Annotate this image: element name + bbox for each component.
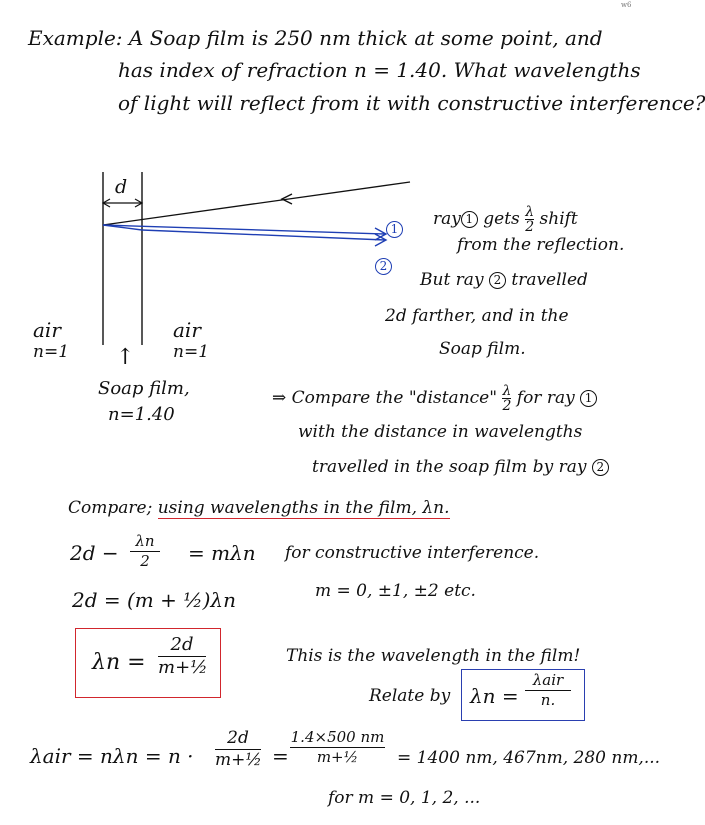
eq2: 2d = (m + ½)λn	[72, 588, 236, 612]
compare-note-line3: travelled in the soap film by ray 2	[312, 459, 609, 476]
film-note: This is the wavelength in the film!	[286, 646, 581, 666]
boxed-lhs: λn =	[92, 650, 146, 675]
compare-note-line1: ⇒ Compare the "distance" $\frac{\lambda}{2}$ for ray 1	[272, 384, 597, 413]
air-left-index: n=1	[33, 342, 70, 362]
ray-2-circled: 2	[489, 272, 506, 289]
final-fraction-1: 2d m+½	[215, 728, 262, 770]
compare-line: Compare; using wavelengths in the film, λn.	[68, 498, 450, 518]
film-index: n=1.40	[108, 404, 175, 425]
reflected-ray-2	[142, 230, 385, 240]
wavelengths-in-film-underlined: using wavelengths in the film,	[157, 498, 417, 518]
problem-line-3: of light will reflect from it with constructive interference?	[118, 91, 705, 115]
incident-ray	[103, 182, 410, 225]
relate-lhs: λn =	[470, 684, 519, 708]
eq1-fraction: λn 2	[130, 534, 160, 569]
film-pointer-arrow: ↑	[116, 345, 135, 370]
eq1-right: = mλn	[188, 541, 256, 565]
relate-by: Relate by	[369, 686, 451, 706]
m-values: m = 0, ±1, ±2 etc.	[315, 581, 476, 601]
ray-2-marker: 2	[375, 258, 392, 275]
final-equals: =	[272, 744, 289, 768]
ray-1-circled: 1	[461, 211, 478, 228]
eq1-left: 2d −	[70, 541, 119, 565]
boxed-fraction: 2d m+½	[158, 634, 208, 678]
ray2-note-line2: 2d farther, and in the	[385, 306, 569, 326]
final-results: = 1400 nm, 467nm, 280 nm,...	[397, 748, 661, 768]
air-right-label: air	[173, 318, 201, 342]
corner-mark: w6	[621, 1, 632, 9]
film-label: Soap film,	[98, 378, 190, 399]
ray1-note-line2: from the reflection.	[457, 235, 625, 255]
eq1-note: for constructive interference.	[285, 543, 540, 563]
ray2-note-line1: But ray 2 travelled	[420, 270, 588, 290]
ray2-note-line3: Soap film.	[439, 339, 526, 359]
final-m-values: for m = 0, 1, 2, ...	[328, 788, 481, 808]
ray1-note-line1: ray 1 gets $\frac{\lambda}{2}$ shift	[433, 204, 578, 235]
air-right-index: n=1	[173, 342, 210, 362]
thickness-label: d	[115, 176, 128, 198]
final-lhs: λair = nλn = n ·	[30, 744, 194, 768]
problem-line-1: Example: A Soap film is 250 nm thick at some point, and	[28, 26, 603, 50]
air-left-label: air	[33, 318, 61, 342]
ray-1-marker: 1	[386, 221, 403, 238]
compare-note-line2: with the distance in wavelengths	[298, 422, 583, 442]
final-fraction-2: 1.4×500 nm m+½	[290, 728, 385, 766]
problem-line-2: has index of refraction n = 1.40. What wavelengths	[118, 58, 641, 82]
relate-fraction: λair n.	[525, 673, 571, 708]
